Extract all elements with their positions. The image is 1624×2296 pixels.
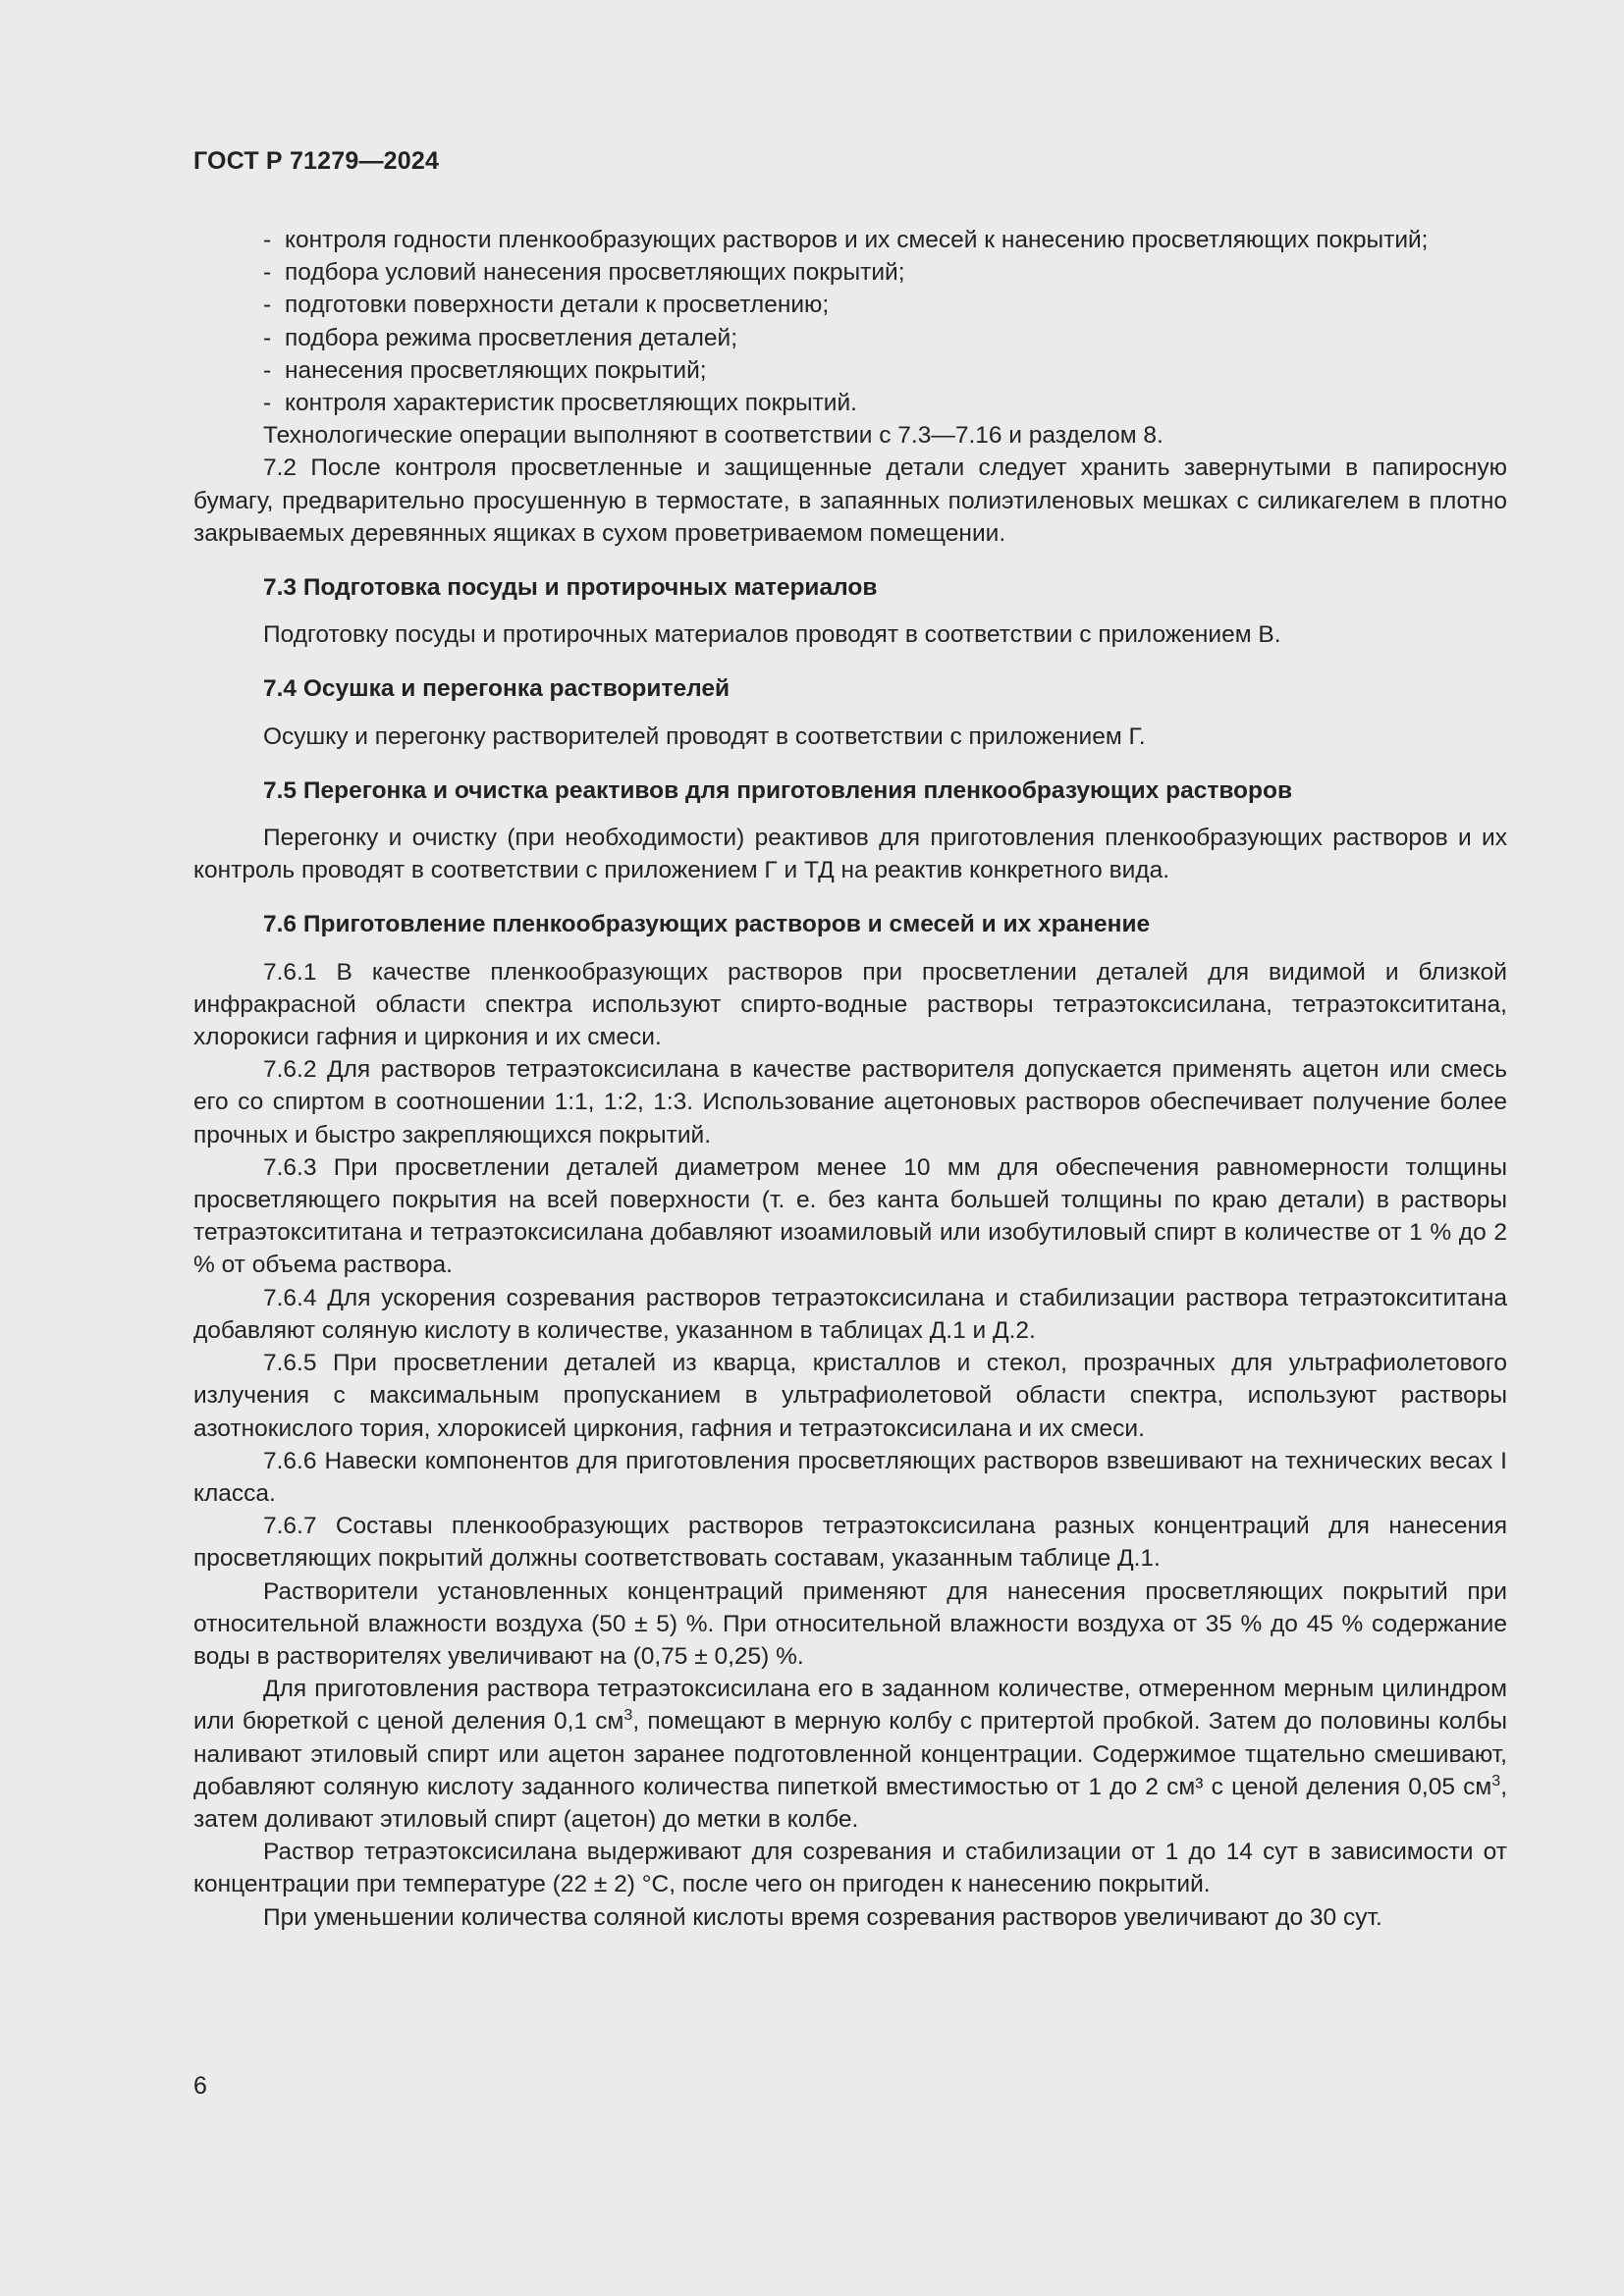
paragraph-maturation: Раствор тетраэтоксисилана выдерживают для созревания и стабилизации от 1 до 14 сут в зависимости от концентрации при температуре (22 ± 2) °С, после чего он пригоден к нанесению покрытий. — [193, 1839, 1507, 1898]
paragraph-7-4: Осушку и перегонку растворителей проводят в соответствии с приложением Г. — [263, 722, 1146, 750]
paragraph-7-3: Подготовку посуды и протирочных материалов проводят в соответствии с приложением В. — [263, 621, 1281, 649]
document-header: ГОСТ Р 71279—2024 — [193, 147, 440, 175]
paragraph-7-6-1: 7.6.1 В качестве пленкообразующих растворов при просветлении деталей для видимой и близкой инфракрасной области спектра используют спирто-водные растворы тетраэтоксисилана, тетраэтоксититана, хлорокиси гафния и циркония и их смеси. — [193, 958, 1507, 1051]
document-body — [193, 224, 1507, 1934]
paragraph-solvents: Растворители установленных концентраций применяют для нанесения просветляющих покрытий при относительной влажности воздуха (50 ± 5) %. При относительной влажности воздуха от 35 % до 45 % содержание воды в растворителях увеличивают на (0,75 ± 0,25) %. — [193, 1577, 1507, 1670]
paragraph-7-2: 7.2 После контроля просветленные и защищенные детали следует хранить завернутыми в папиросную бумагу, предварительно просушенную в термостате, в запаянных полиэтиленовых мешках с силикагелем в плотно закрываемых деревянных ящиках в сухом проветриваемом помещении. — [193, 454, 1507, 547]
page-number: 6 — [193, 2072, 207, 2100]
paragraph-7-6-4: 7.6.4 Для ускорения созревания растворов тетраэтоксисилана и стабилизации раствора тетраэтоксититана добавляют соляную кислоту в количестве, указанном в таблицах Д.1 и Д.2. — [193, 1284, 1507, 1344]
section-heading-7-5: 7.5 Перегонка и очистка реактивов для приготовления пленкообразующих растворов — [263, 776, 1293, 804]
list-item: - контроля характеристик просветляющих покрытий. — [263, 390, 857, 417]
section-heading-7-3: 7.3 Подготовка посуды и протирочных материалов — [263, 574, 878, 602]
paragraph-tech-operations: Технологические операции выполняют в соответствии с 7.3—7.16 и разделом 8. — [263, 422, 1164, 450]
paragraph-7-6-5: 7.6.5 При просветлении деталей из кварца, кристаллов и стекол, прозрачных для ультрафиолетового излучения с максимальным пропусканием в ультрафиолетовой области спектра, используют растворы азотнокислого тория, хлорокисей циркония, гафния и тетраэтоксисилана и их смеси. — [193, 1350, 1507, 1442]
list-item: - подбора режима просветления деталей; — [263, 324, 738, 351]
list-item: - подбора условий нанесения просветляющих покрытий; — [263, 259, 905, 287]
list-item: - нанесения просветляющих покрытий; — [263, 356, 707, 384]
paragraph-less-acid: При уменьшении количества соляной кислоты время созревания растворов увеличивают до 30 сут. — [263, 1903, 1382, 1931]
list-item: - подготовки поверхности детали к просветлению; — [263, 292, 830, 319]
section-heading-7-4: 7.4 Осушка и перегонка растворителей — [263, 675, 731, 703]
paragraph-7-6-7: 7.6.7 Составы пленкообразующих растворов тетраэтоксисилана разных концентраций для нанесения просветляющих покрытий должны соответствовать составам, указанным таблице Д.1. — [193, 1513, 1507, 1573]
paragraph-7-6-2: 7.6.2 Для растворов тетраэтоксисилана в качестве растворителя допускается применять ацетон или смесь его со спиртом в соотношении 1:1, 1:2, 1:3. Использование ацетоновых растворов обеспечивает получение более прочных и быстро закрепляющихся покрытий. — [193, 1056, 1507, 1148]
paragraph-preparation: Для приготовления раствора тетраэтоксисилана его в заданном количестве, отмеренном мерным цилиндром или бюреткой с ценой деления 0,1 $см^3$, помещают в мерную колбу с притертой пробкой. Затем до половины колбы наливают этиловый спирт или ацетон заранее подготовленной концентрации. Содержимое тщательно смешивают, добавляют соляную кислоту заданного количества пипеткой вместимостью от 1 до 2 см³ с ценой деления 0,05 $см^3$, затем доливают этиловый спирт (ацетон) до метки в колбе. — [193, 1676, 1507, 1833]
paragraph-7-6-6: 7.6.6 Навески компонентов для приготовления просветляющих растворов взвешивают на технических весах I класса. — [193, 1447, 1507, 1507]
paragraph-7-5: Перегонку и очистку (при необходимости) реактивов для приготовления пленкообразующих растворов и их контроль проводят в соответствии с приложением Г и ТД на реактив конкретного вида. — [193, 825, 1507, 884]
section-heading-7-6: 7.6 Приготовление пленкообразующих растворов и смесей и их хранение — [263, 911, 1151, 938]
paragraph-7-6-3: 7.6.3 При просветлении деталей диаметром менее 10 мм для обеспечения равномерности толщины просветляющего покрытия на всей поверхности (т. е. без канта большей толщины по краю детали) в растворы тетраэтоксититана и тетраэтоксисилана добавляют изоамиловый или изобутиловый спирт в количестве от 1 % до 2 % от объема раствора. — [193, 1153, 1507, 1279]
list-item: - контроля годности пленкообразующих растворов и их смесей к нанесению просветляющих покрытий; — [263, 227, 1429, 253]
